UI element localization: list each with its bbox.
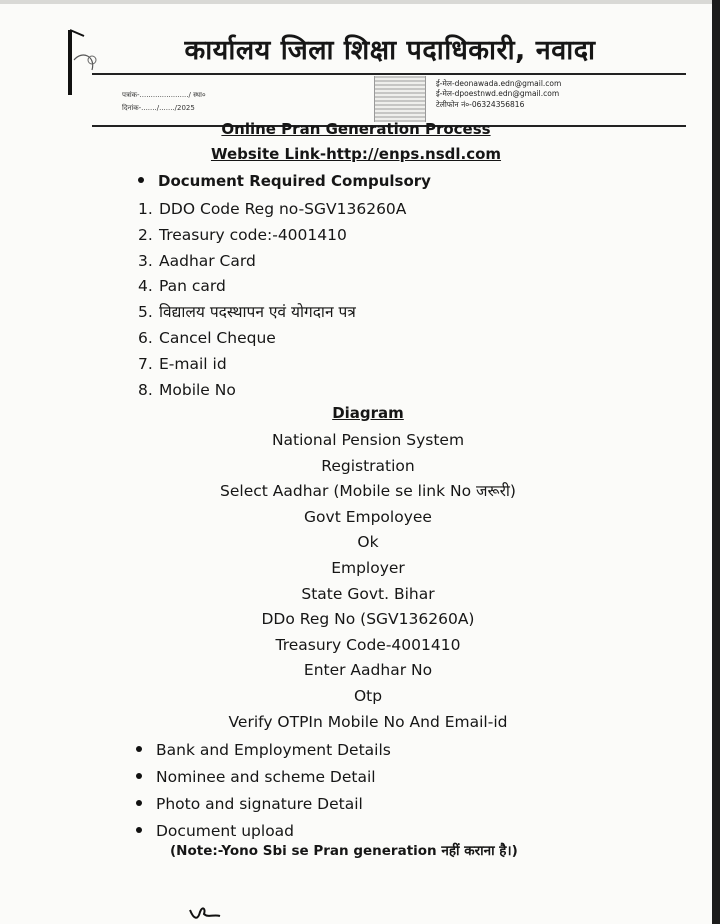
office-title: कार्यालय जिला शिक्षा पदाधिकारी, नवादा [184,35,596,66]
item-number: 1. [138,200,153,218]
website-link: Website Link-http://enps.nsdl.com [210,145,502,163]
note-text: (Note:-Yono Sbi se Pran generation नहीं कराना है।) [170,843,518,859]
diagram-heading: Diagram [332,404,404,422]
flow-step: Govt Empoloyee [304,507,432,526]
flow-step: Treasury Code-4001410 [275,635,461,654]
details-list [136,737,391,845]
item-text: Pan card [159,277,226,296]
scan-right-edge [712,0,720,924]
required-documents-heading [138,172,431,190]
item-number: 7. [138,354,153,373]
flow-step: Ok [357,533,379,552]
bullet-icon [136,800,142,806]
scan-stamp-mark [374,76,426,122]
binder-clip-mark [62,20,102,100]
item-number: 4. [138,277,153,296]
flow-step: Employer [331,558,405,577]
list-item [138,274,406,300]
item-text: Aadhar Card [159,251,256,270]
flow-step: Enter Aadhar No [303,661,433,680]
flow-step: National Pension System [271,431,465,449]
item-text: Treasury code:-4001410 [159,225,347,244]
list-item [136,764,391,791]
detail-text: Nominee and scheme Detail [156,768,376,786]
bullet-icon [138,177,144,183]
date-line: दिनांक-......./......./2025 [122,104,195,112]
list-item [138,197,406,223]
flow-step: DDo Reg No (SGV136260A) [261,610,475,629]
item-text: E-mail id [159,354,227,373]
list-item [138,378,406,404]
item-number: 3. [138,251,153,270]
bullet-icon [136,773,142,779]
reference-number-line: पत्रांक-....................../ स्था० [122,91,206,99]
required-documents-title: Document Required Compulsory [158,172,431,190]
letterhead-top-rule [92,73,686,75]
bullet-icon [136,827,142,833]
detail-text: Bank and Employment Details [156,741,391,759]
scan-top-edge [0,0,712,4]
item-number: 6. [138,328,153,347]
list-item [138,352,406,378]
contact-email-2: ई-मेल-dpoestnwd.edn@gmail.com [436,89,560,98]
registration-flow [0,428,712,735]
flow-step: Registration [321,456,415,475]
required-documents-list [138,197,406,403]
list-item [138,223,406,249]
bullet-icon [136,746,142,752]
flow-step: Select Aadhar (Mobile se link No जरूरी) [220,482,516,501]
flow-step: Otp [353,686,383,705]
document-heading: Online Pran Generation Process [221,120,491,138]
detail-text: Photo and signature Detail [156,795,363,813]
signature-mark [188,904,222,924]
list-item [136,791,391,818]
item-text: विद्यालय पदस्थापन एवं योगदान पत्र [159,303,356,322]
item-text: Mobile No [159,380,236,399]
list-item [136,737,391,764]
item-number: 5. [138,303,153,322]
contact-phone: टेलीफोन नं०-06324356816 [436,100,525,109]
list-item [138,249,406,275]
item-text: Cancel Cheque [159,328,276,347]
list-item [138,326,406,352]
list-item [138,300,406,326]
item-text: DDO Code Reg no-SGV136260A [159,200,407,218]
detail-text: Document upload [156,822,295,840]
flow-step: Verify OTPIn Mobile No And Email-id [228,712,508,731]
item-number: 2. [138,225,153,244]
item-number: 8. [138,380,153,399]
contact-email-1: ई-मेल-deonawada.edn@gmail.com [436,79,562,88]
flow-step: State Govt. Bihar [301,584,435,603]
